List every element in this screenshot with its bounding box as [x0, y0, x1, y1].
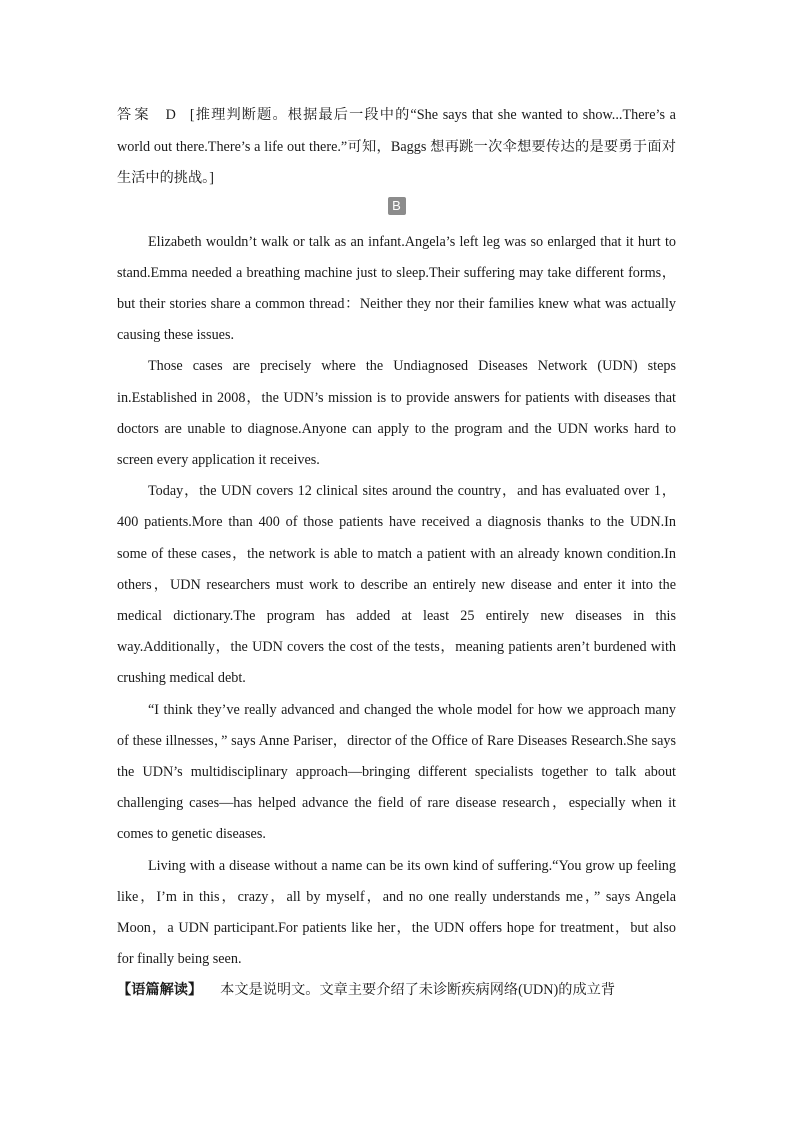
section-badge-row: [117, 197, 676, 223]
passage-paragraph-1: Elizabeth wouldn’t walk or talk as an infant.Angela’s left leg was so enlarged that it hurt to stand.Emma needed a breathing machine just to sleep.Their suffering may take different forms，but their stories share a common thread：Neither they nor their families knew what was actually causing these issues.: [117, 233, 676, 344]
reading-note-tag: 【语篇解读】: [117, 982, 203, 999]
passage-paragraph-3: Today，the UDN covers 12 clinical sites around the country，and has evaluated over 1，400 patients.More than 400 of those patients have received a diagnosis thanks to the UDN.In some of these cases，the network is able to match a patient with an already known condition.In others，UDN researchers must work to describe an entirely new disease and enter it into the medical dictionary.The program has added at least 25 entirely new diseases in this way.Additionally，the UDN covers the cost of the tests，meaning patients aren’t burdened with crushing medical debt.: [117, 483, 676, 687]
passage-paragraph-4: “I think they’ve really advanced and changed the whole model for how we approach many of these illnesses，” says Anne Pariser，director of the Office of Rare Diseases Research.She says the UDN’s multidisciplinary approach—bringing different specialists together to talk about challenging cases—has helped advance the field of rare disease research，especially when it comes to genetic diseases.: [117, 701, 676, 843]
answer-explanation: [推理判断题。根据最后一段中的“She says that she wanted to show...There’s a world out there.There’s a life out there.”可知，Baggs 想再跳一次伞想要传达的是要勇于面对生活中的挑战。]: [117, 107, 676, 186]
reading-note: [117, 975, 676, 1006]
passage-paragraph-5: Living with a disease without a name can be its own kind of suffering.“You grow up feeling like，I’m in this，crazy，all by myself，and no one really understands me，” says Angela Moon，a UDN participant.For patients like her，the UDN offers hope for treatment，but also for finally being seen.: [117, 857, 676, 968]
section-badge: B: [388, 197, 406, 215]
passage-paragraph-2: Those cases are precisely where the Undiagnosed Diseases Network (UDN) steps in.Established in 2008，the UDN’s mission is to provide answers for patients with diseases that doctors are unable to diagnose.Anyone can apply to the program and the UDN works hard to screen every application it receives.: [117, 358, 676, 468]
document-page: [117, 100, 676, 1006]
answer-choice: D: [165, 107, 176, 123]
reading-note-text: 本文是说明文。文章主要介绍了未诊断疾病网络(UDN)的成立背: [220, 982, 616, 999]
answer-block: [117, 100, 676, 195]
answer-label: 答案: [117, 107, 152, 123]
